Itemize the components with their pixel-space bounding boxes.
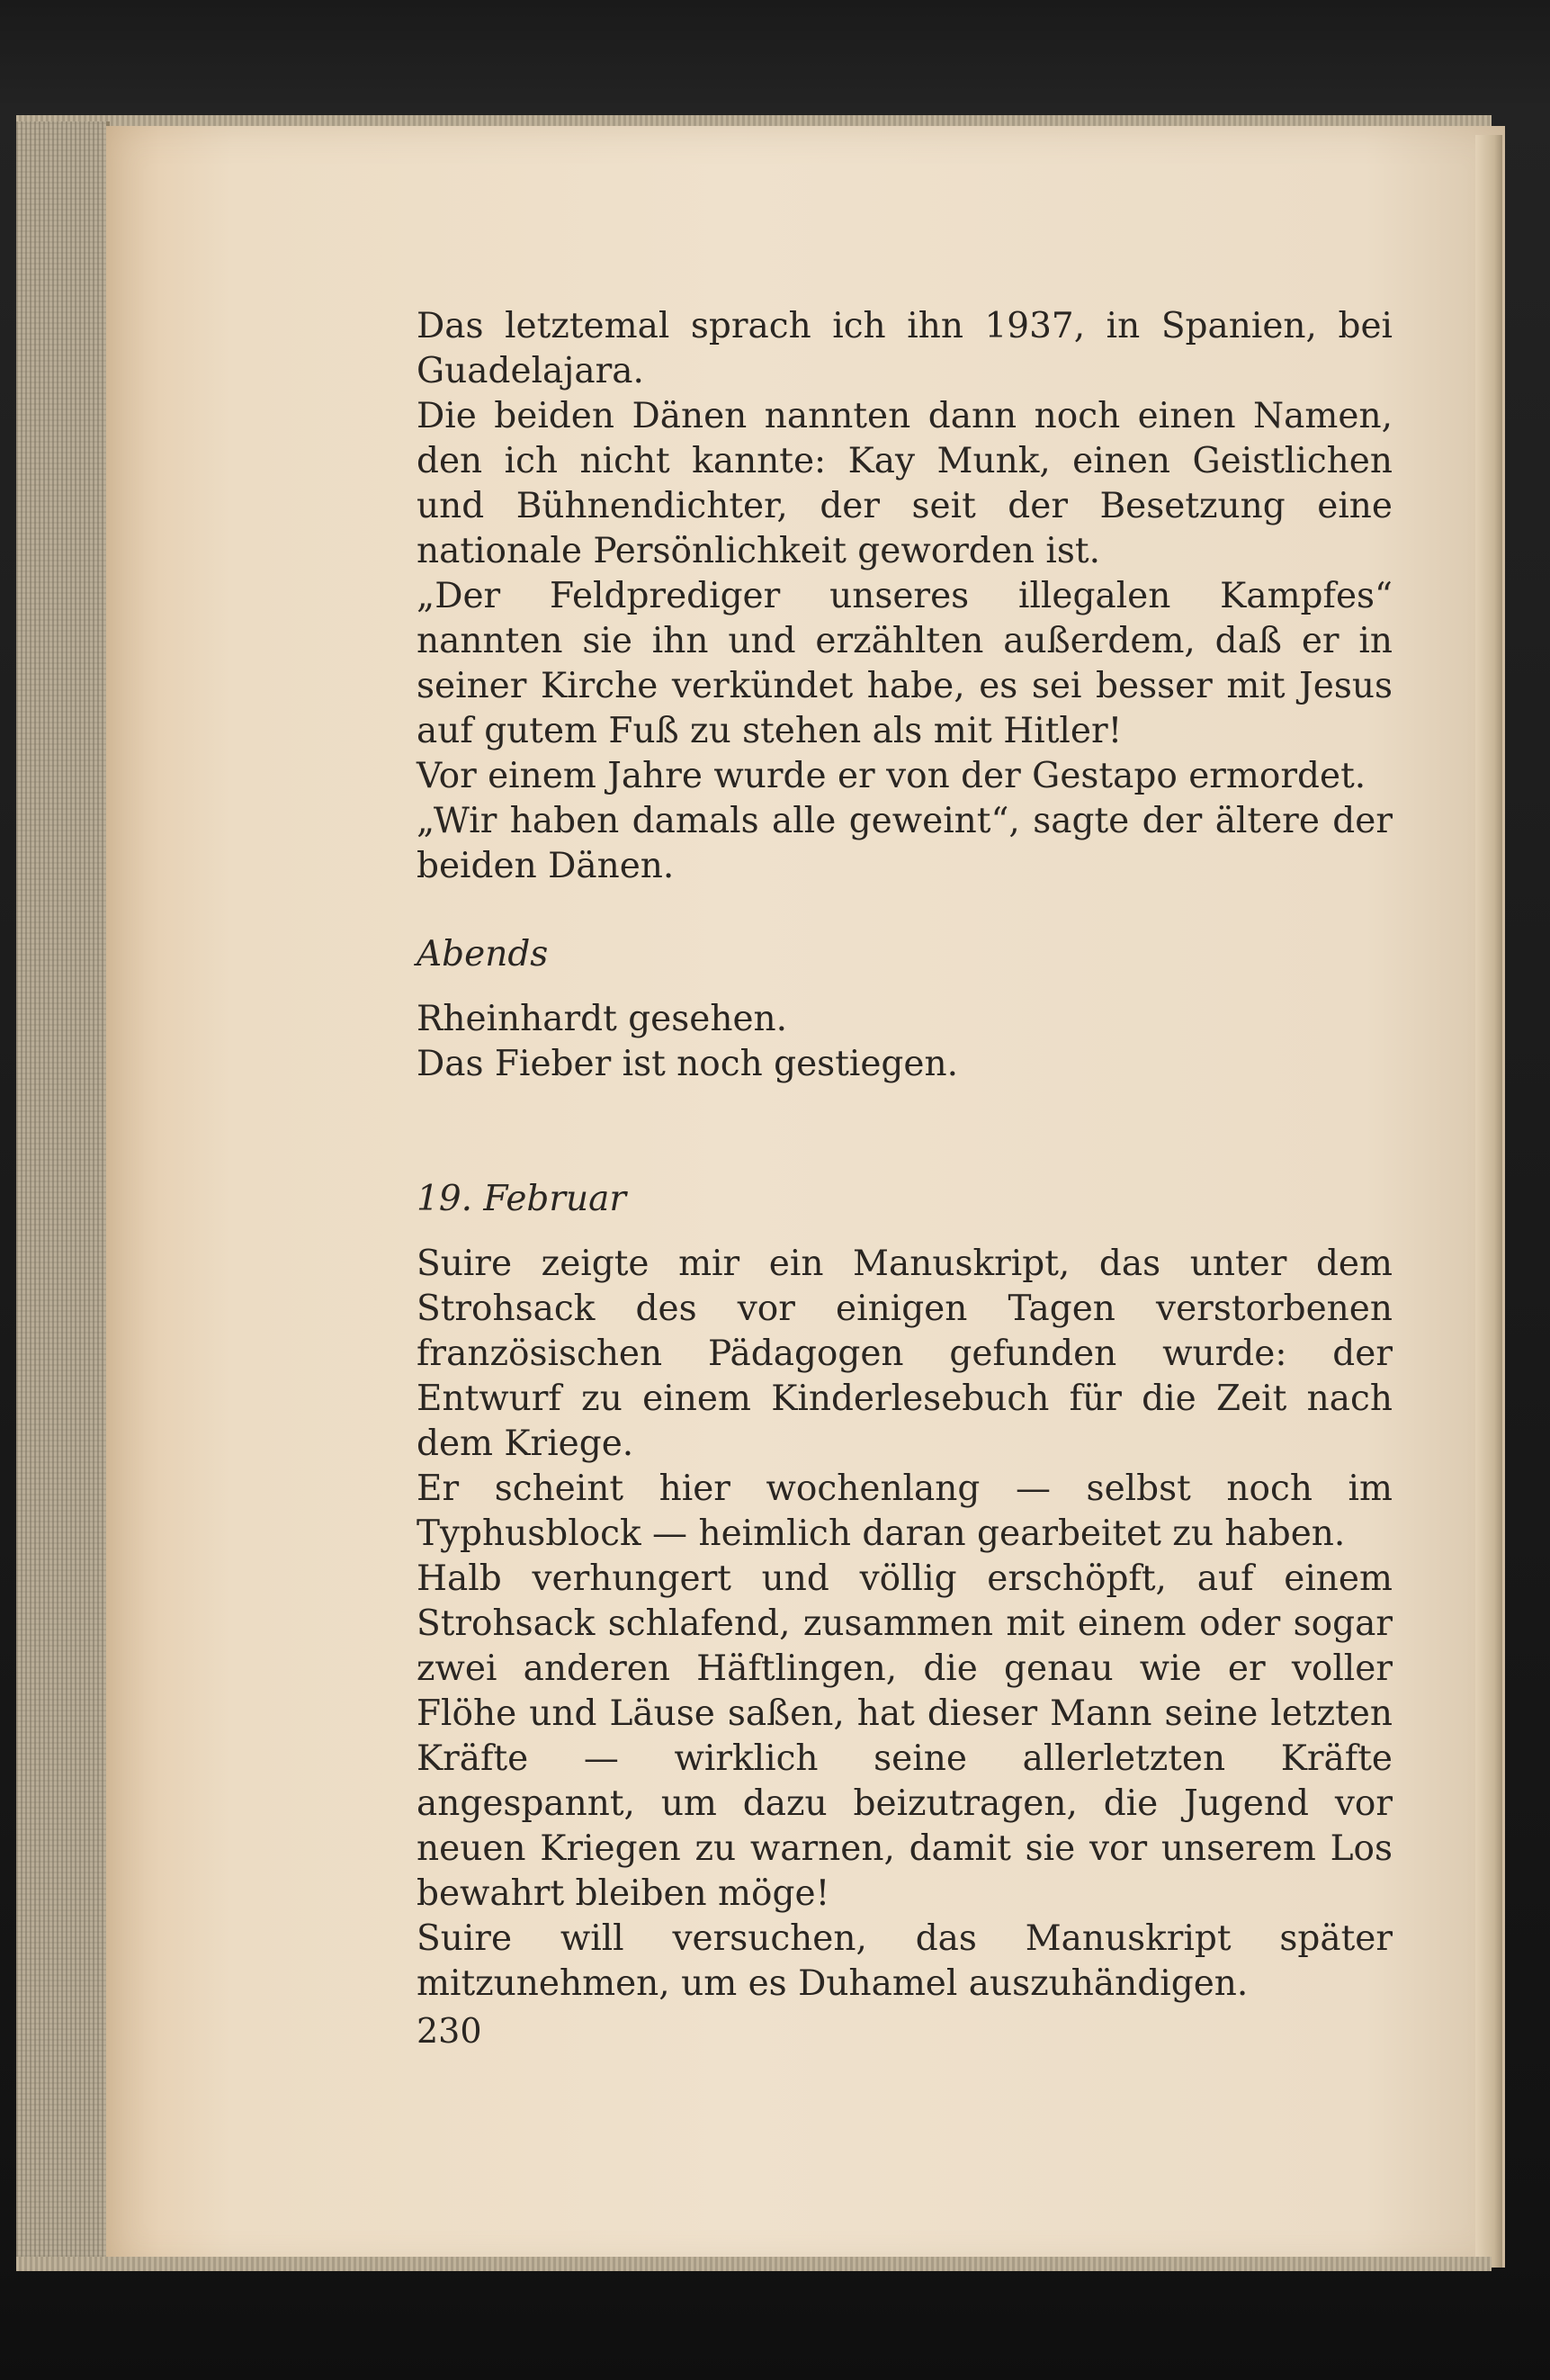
paragraph: Vor einem Jahre wurde er von der Gestapo ermordet. bbox=[417, 756, 1366, 796]
section-gap bbox=[417, 1222, 1393, 1242]
paragraph: Halb verhungert und völlig erschöpft, auf einem Strohsack schlafend, zusammen mit einem oder sogar zwei anderen Häftlingen, die genau wie er voller Flöhe und Läuse saßen, hat dieser Mann seine letzten Kräfte — wirklich seine allerletzten Kräfte angespannt, um dazu beizutragen, die Jugend vor neuen Kriegen zu warnen, damit sie vor unserem Los bewahrt bleiben möge! bbox=[417, 1558, 1393, 1914]
page-edge-bottom bbox=[16, 2257, 1492, 2271]
paragraph: „Der Feldprediger unseres illegalen Kampfes“ nannten sie ihn und erzählten außerdem, daß er in seiner Kirche verkündet habe, es sei besser mit Jesus auf gutem Fuß zu stehen als mit Hitler! bbox=[417, 576, 1393, 751]
paragraph: Suire zeigte mir ein Manuskript, das unter dem Strohsack des vor einigen Tagen verstorbenen französischen Pädagogen gefunden wurde: der Entwurf zu einem Kinderlesebuch für die Zeit nach dem Kriege. bbox=[417, 1244, 1393, 1464]
section-gap bbox=[417, 889, 1393, 932]
page-right-edge bbox=[1475, 135, 1502, 2268]
paragraph: Er scheint hier wochenlang — selbst noch im Typhusblock — heimlich daran gearbeitet zu haben. bbox=[417, 1468, 1393, 1554]
section-heading-date: 19. Februar bbox=[417, 1179, 627, 1219]
paragraph: „Wir haben damals alle geweint“, sagte der ältere der beiden Dänen. bbox=[417, 801, 1393, 886]
paragraph: Die beiden Dänen nannten dann noch einen Namen, den ich nicht kannte: Kay Munk, einen Geistlichen und Bühnendichter, der seit der Besetzung eine nationale Persönlichkeit geworden ist. bbox=[417, 396, 1393, 571]
section-gap bbox=[417, 1087, 1393, 1177]
paragraph: Suire will versuchen, das Manuskript später mitzunehmen, um es Duhamel auszuhändigen. bbox=[417, 1918, 1393, 2004]
paragraph: Das letztemal sprach ich ihn 1937, in Spanien, bei Guadelajara. bbox=[417, 306, 1393, 391]
page-text bbox=[417, 304, 1393, 2007]
section-heading-evening: Abends bbox=[417, 934, 549, 974]
page-number: 230 bbox=[417, 2011, 482, 2051]
section-gap bbox=[417, 977, 1393, 997]
book-binding bbox=[16, 121, 110, 2268]
paragraph: Rheinhardt gesehen. bbox=[417, 999, 788, 1039]
paragraph: Das Fieber ist noch gestiegen. bbox=[417, 1044, 958, 1084]
